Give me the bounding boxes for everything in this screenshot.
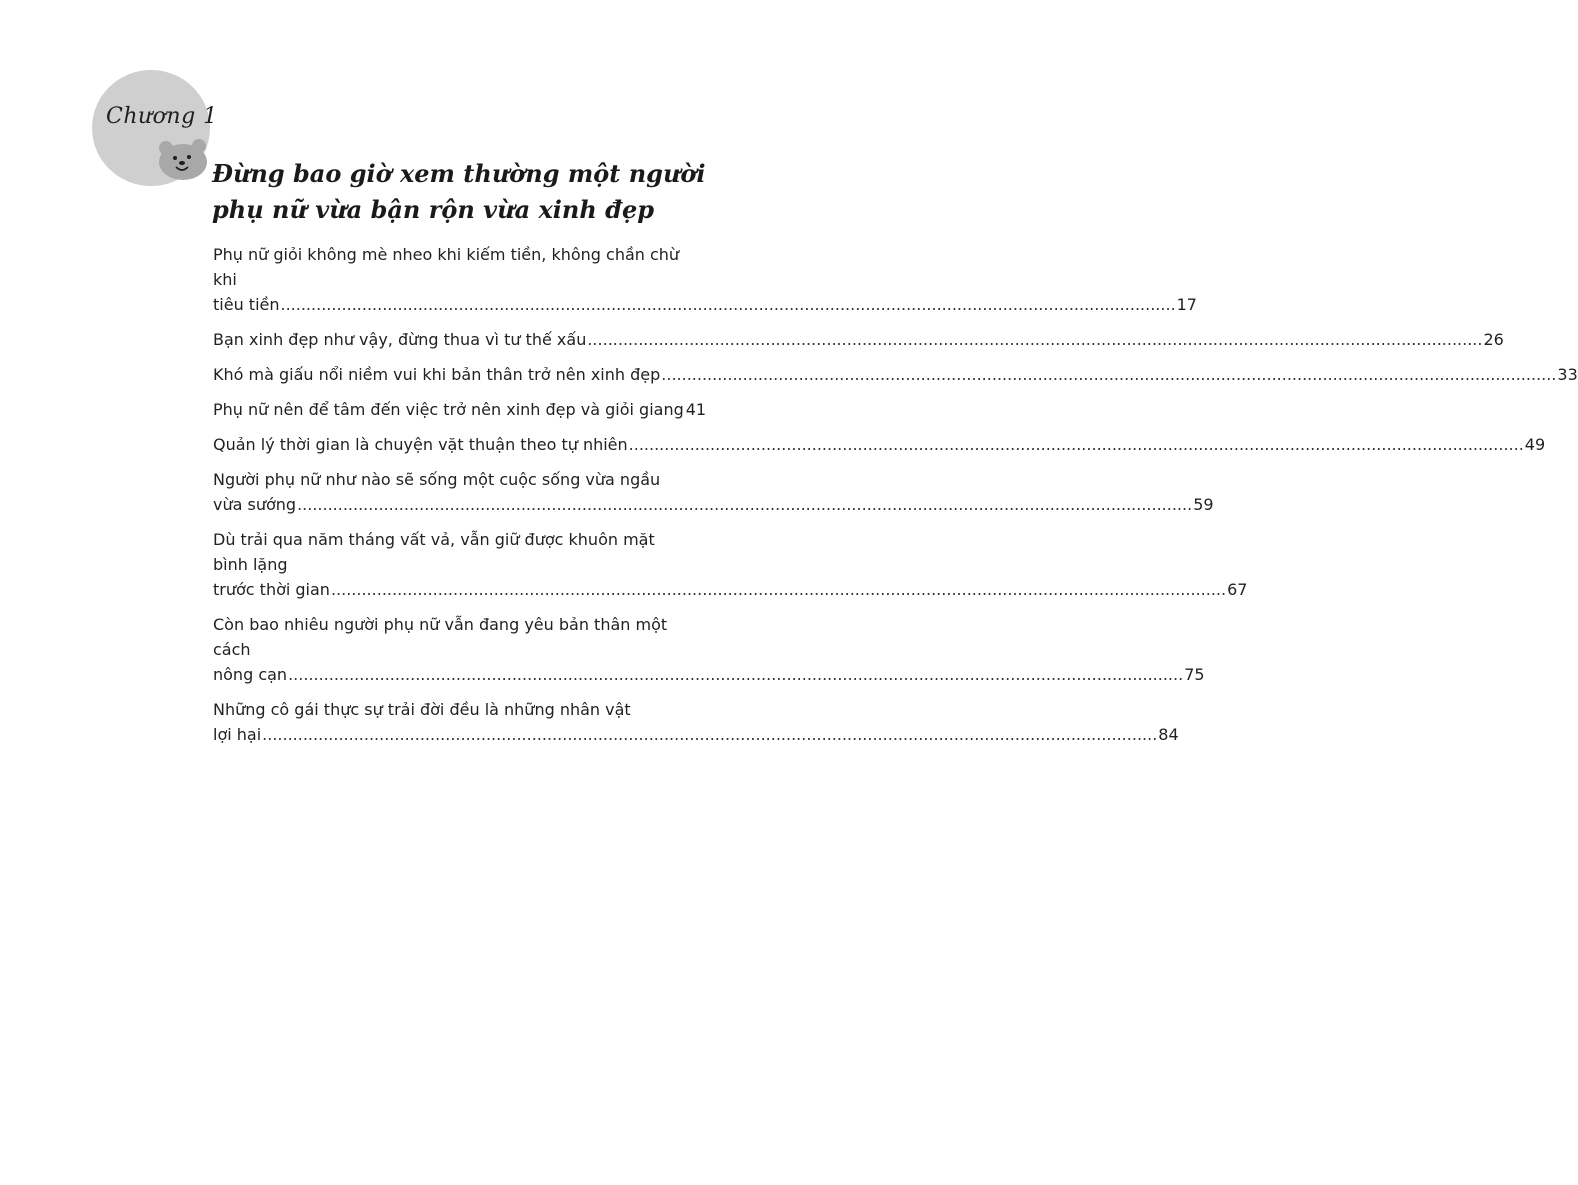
toc-page-number: 26	[1483, 330, 1504, 349]
toc-entry-title: nông cạn	[213, 665, 288, 684]
toc-page-number: 67	[1227, 580, 1248, 599]
toc-dot-leader: ................................................................................................................................................................................	[297, 495, 1193, 514]
toc-dot-leader: ................................................................................................................................................................................	[628, 435, 1524, 454]
toc-entry-title: trước thời gian	[213, 580, 330, 599]
toc-entry-title-line: Người phụ nữ như nào sẽ sống một cuộc sống vừa ngầu	[213, 470, 661, 489]
table-of-contents	[213, 242, 1578, 757]
toc-entry-title-line: Những cô gái thực sự trải đời đều là những nhân vật	[213, 700, 631, 719]
toc-page-number: 75	[1184, 665, 1205, 684]
toc-entry-title: Phụ nữ nên để tâm đến việc trở nên xinh đẹp và giỏi giang	[213, 400, 684, 419]
toc-entry[interactable]	[213, 397, 707, 422]
toc-entry[interactable]	[213, 327, 1504, 352]
toc-entry-title: Khó mà giấu nổi niềm vui khi bản thân trở nên xinh đẹp	[213, 365, 661, 384]
toc-dot-leader: ................................................................................................................................................................................	[288, 665, 1184, 684]
toc-dot-leader: ................................................................................................................................................................................	[262, 725, 1158, 744]
toc-entry-title: tiêu tiền	[213, 295, 280, 314]
toc-page-number: 84	[1158, 725, 1179, 744]
toc-entry-line	[213, 722, 1179, 747]
toc-entry-title: vừa sướng	[213, 495, 297, 514]
bear-mascot-icon	[155, 136, 211, 182]
toc-page-number: 59	[1193, 495, 1214, 514]
chapter-title: Đừng bao giờ xem thường một người phụ nữ vừa bận rộn vừa xinh đẹp	[212, 159, 706, 224]
toc-entry[interactable]	[213, 432, 1546, 457]
toc-entry[interactable]	[213, 362, 1578, 387]
toc-page-number: 41	[685, 400, 707, 419]
toc-entry-line	[213, 432, 1546, 457]
toc-entry-line	[213, 662, 1205, 687]
toc-dot-leader: ................................................................................................................................................................................	[661, 365, 1557, 384]
toc-page-number: 17	[1176, 295, 1197, 314]
toc-entry-title: Bạn xinh đẹp như vậy, đừng thua vì tư thế xấu	[213, 330, 587, 349]
toc-entry-title-line: Còn bao nhiêu người phụ nữ vẫn đang yêu bản thân một cách	[213, 615, 668, 659]
toc-dot-leader: ................................................................................................................................................................................	[280, 295, 1176, 314]
toc-entry-line	[213, 362, 1578, 387]
toc-page-number: 49	[1524, 435, 1546, 454]
toc-entry-line	[213, 397, 707, 422]
toc-dot-leader: ................................................................................................................................................................................	[587, 330, 1483, 349]
toc-dot-leader: ................................................................................................................................................................................	[330, 580, 1227, 599]
toc-entry[interactable]	[213, 527, 1248, 602]
toc-entry[interactable]	[213, 612, 1205, 687]
toc-entry-line	[213, 327, 1504, 352]
toc-entry[interactable]	[213, 467, 1214, 517]
toc-entry-title-line: Dù trải qua năm tháng vất vả, vẫn giữ được khuôn mặt bình lặng	[213, 530, 655, 574]
toc-entry-line	[213, 292, 1197, 317]
toc-entry[interactable]	[213, 697, 1179, 747]
toc-entry-line	[213, 492, 1214, 517]
toc-page-number: 33	[1557, 365, 1578, 384]
chapter-label: Chương 1	[106, 104, 218, 129]
toc-entry[interactable]	[213, 242, 1197, 317]
toc-entry-title: lợi hại	[213, 725, 262, 744]
toc-entry-title: Quản lý thời gian là chuyện vặt thuận theo tự nhiên	[213, 435, 628, 454]
toc-entry-line	[213, 577, 1248, 602]
toc-entry-title-line: Phụ nữ giỏi không mè nheo khi kiếm tiền, không chần chừ khi	[213, 245, 680, 289]
